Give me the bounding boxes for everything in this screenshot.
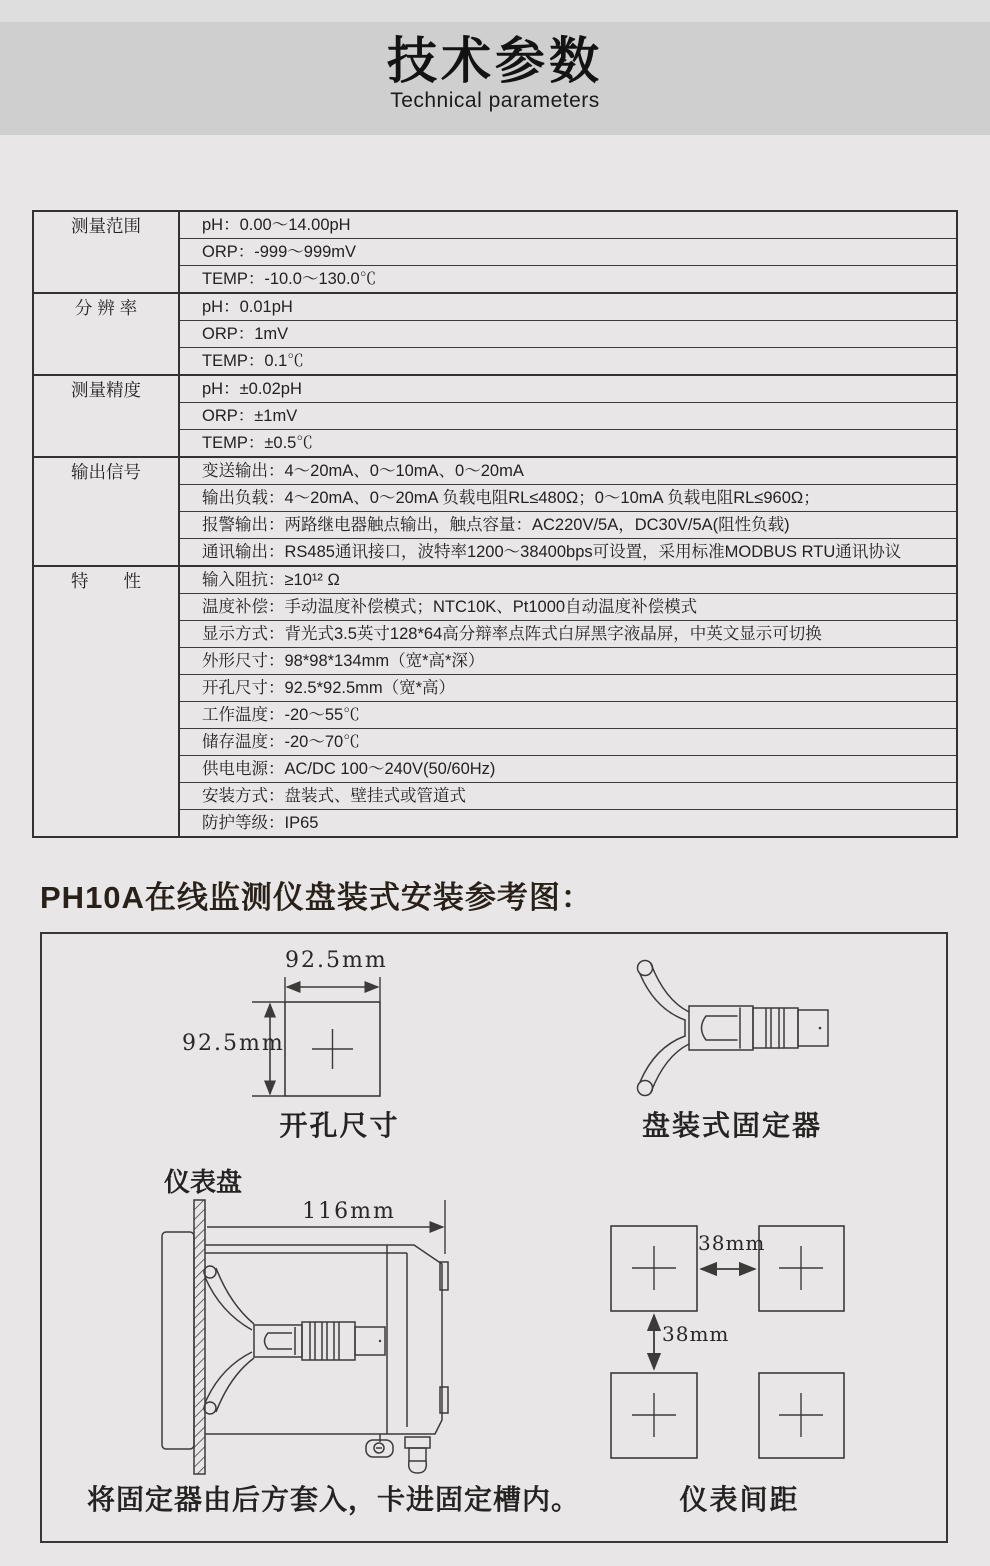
spec-row: 防护等级：IP65: [180, 809, 956, 836]
spec-group-label: 测量范围: [34, 212, 180, 292]
spec-row: TEMP：±0.5℃: [180, 429, 956, 456]
spec-row: 显示方式：背光式3.5英寸128*64高分辩率点阵式白屏黑字液晶屏，中英文显示可切换: [180, 620, 956, 647]
spacing-v-dim: 38mm: [662, 1322, 730, 1346]
spec-row: 供电电源：AC/DC 100～240V(50/60Hz): [180, 755, 956, 782]
header-band: [0, 22, 990, 135]
spec-row: 开孔尺寸：92.5*92.5mm（宽*高）: [180, 674, 956, 701]
spec-row: pH：±0.02pH: [202, 380, 302, 398]
spec-row: pH：0.01pH: [202, 298, 293, 316]
page-subtitle: Technical parameters: [390, 89, 600, 112]
spec-row: 变送输出：4～20mA、0～10mA、0～20mA: [202, 462, 524, 480]
spec-row: 通讯输出：RS485通讯接口，波特率1200～38400bps可设置，采用标准MODBUS RTU通讯协议: [180, 538, 956, 565]
spec-group: [34, 456, 956, 565]
spacing-caption: 仪表间距: [679, 1484, 800, 1515]
section-title: PH10A在线监测仪盘装式安装参考图：: [40, 880, 593, 915]
hole-width-dim: 92.5mm: [285, 948, 388, 973]
spec-row: ORP：±1mV: [180, 402, 956, 429]
spec-group-label: 分 辨 率: [34, 294, 180, 374]
spec-group-rows: [180, 212, 956, 292]
spec-group-rows: [180, 376, 956, 456]
spec-row: 报警输出：两路继电器触点输出，触点容量：AC220V/5A，DC30V/5A(阻性负载): [180, 511, 956, 538]
spec-row: 温度补偿：手动温度补偿模式；NTC10K、Pt1000自动温度补偿模式: [180, 593, 956, 620]
spec-table: [32, 210, 958, 838]
spec-group-rows: [180, 567, 956, 836]
spec-group: [34, 374, 956, 456]
spacing-h-dim: 38mm: [698, 1231, 766, 1255]
installation-diagram: [40, 932, 948, 1543]
spec-row: pH：0.00～14.00pH: [202, 216, 351, 234]
mounting-note: 将固定器由后方套入，卡进固定槽内。: [87, 1484, 581, 1515]
spec-group-label: 测量精度: [34, 376, 180, 456]
spec-row: 安装方式：盘装式、壁挂式或管道式: [180, 782, 956, 809]
spec-group: [34, 292, 956, 374]
hole-height-dim: 92.5mm: [182, 1031, 285, 1056]
spec-row: 外形尺寸：98*98*134mm（宽*高*深）: [180, 647, 956, 674]
spec-row: ORP：-999～999mV: [180, 238, 956, 265]
fixer-caption: 盘装式固定器: [642, 1110, 823, 1141]
spec-row: 输出负载：4～20mA、0～20mA 负载电阻RL≤480Ω；0～10mA 负载电阻RL≤960Ω；: [180, 484, 956, 511]
spec-row: 储存温度：-20～70℃: [180, 728, 956, 755]
spec-row: 输入阻抗：≥10¹² Ω: [202, 571, 340, 589]
panel-label: 仪表盘: [164, 1167, 243, 1197]
spec-row: 工作温度：-20～55℃: [180, 701, 956, 728]
spec-group-label: 输出信号: [34, 458, 180, 565]
spec-row: ORP：1mV: [180, 320, 956, 347]
spec-group-label: 特 性: [34, 567, 180, 836]
panel-fixer-drawing: [632, 957, 832, 1099]
page-title: 技术参数: [387, 33, 603, 89]
depth-dim: 116mm: [302, 1199, 396, 1224]
side-view-drawing: [152, 1192, 464, 1492]
spec-row: TEMP：0.1℃: [180, 347, 956, 374]
spec-row: TEMP：-10.0～130.0℃: [180, 265, 956, 292]
spec-group: [34, 212, 956, 292]
hole-caption: 开孔尺寸: [279, 1110, 400, 1141]
spec-group-rows: [180, 294, 956, 374]
top-strip: [0, 0, 990, 22]
spec-group-rows: [180, 458, 956, 565]
spec-group: [34, 565, 956, 836]
